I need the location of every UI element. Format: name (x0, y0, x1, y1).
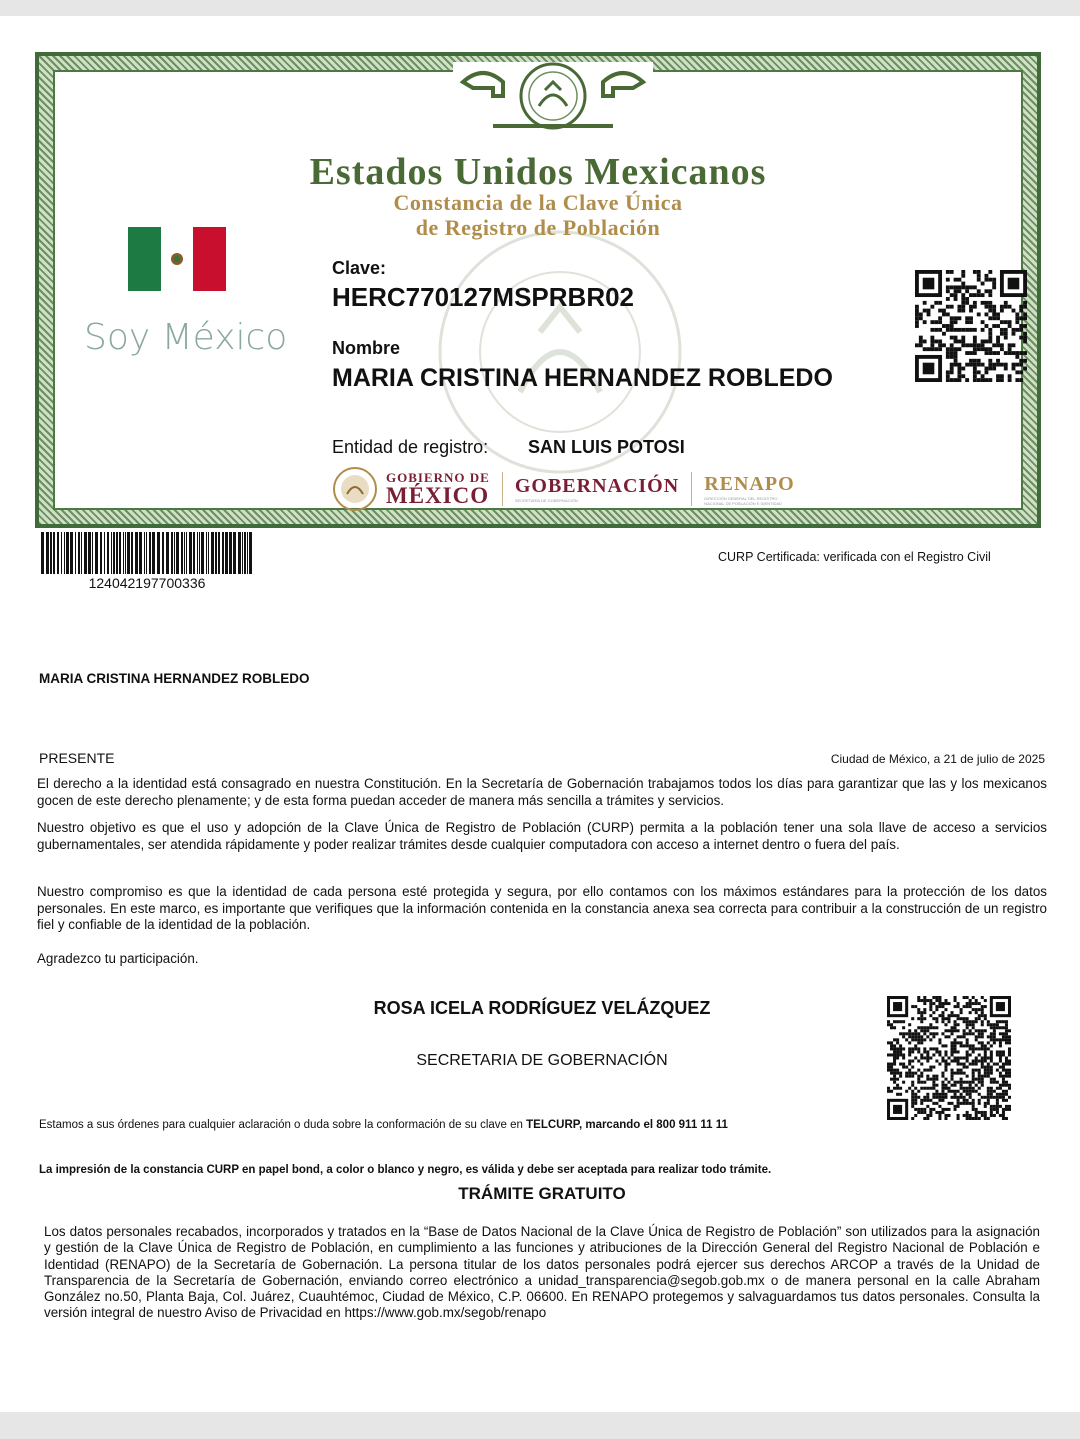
signature-qr-code (887, 996, 1011, 1125)
soy-mexico-logo: Soy México (84, 317, 288, 358)
validity-note: La impresión de la constancia CURP en papel bond, a color o blanco y negro, es válida y debe ser aceptada para realizar todo trámite. (39, 1164, 772, 1176)
barcode-number: 124042197700336 (88, 575, 206, 591)
certificate-inner-panel (53, 70, 1023, 510)
document-title-line1: Constancia de la Clave Única (393, 190, 683, 215)
curp-certificate (35, 52, 1041, 528)
letter-paragraph-3: Nuestro compromiso es que la identidad de cada persona esté protegida y segura, por ello contamos con los máximos estándares para la protección de los datos personales. En este marco, es importante que verifiques que la información contenida en la constancia anexa sea correcta para contribuir a la construcción de un registro fiel y confiable de la identidad de la población. (37, 884, 1047, 932)
entidad-value: SAN LUIS POTOSI (528, 437, 685, 457)
gob-line2: MÉXICO (386, 483, 490, 508)
gobernacion-small: SECRETARÍA DE GOBERNACIÓN (514, 498, 578, 503)
privacy-notice: Los datos personales recabados, incorporados y tratados en la “Base de Datos Nacional de la Clave Única de Registro de Población” son utilizados para la asignación y gestión de la Clave Única de Registro de Población, en cumplimiento a las funciones y atribuciones de la Dirección General del Registro Nacional de Población e Identidad (RENAPO) de la Secretaría de Gobernación. La persona titular de los datos personales podrá ejercer sus derechos ARCOP a través de la Unidad de Transparencia de la Secretaría de Gobernación, enviando correo electrónico a unidad_transparencia@segob.gob.mx o de manera personal en la calle Abraham González no.50, Planta Baja, Col. Juárez, Cuauhtémoc, Ciudad de México, C.P. 06600. En RENAPO protegemos y salvaguardamos tus datos personales. Consulta la versión integral de nuestro Aviso de Privacidad en https://www.gob.mx/segob/renapo (44, 1224, 1040, 1321)
signer-position: SECRETARIA DE GOBERNACIÓN (416, 1052, 668, 1069)
barcode (41, 532, 253, 574)
contact-line (39, 1119, 728, 1131)
gob-seal-icon (332, 466, 378, 512)
nombre-label: Nombre (332, 338, 401, 358)
government-logos (332, 465, 796, 513)
letter-presente: PRESENTE (39, 750, 115, 766)
letter-paragraph-2: Nuestro objetivo es que el uso y adopción de la Clave Única de Registro de Población (CURP) permita a la población tener una sola llave de acceso a servicios gubernamentales, ser atendida rápidamente y poder realizar trámites desde cualquier computadora con acceso a internet dentro o fuera del país. (37, 820, 1047, 852)
country-title: Estados Unidos Mexicanos (309, 151, 767, 193)
national-coat-of-arms-crest (453, 62, 653, 134)
gobierno-de-mexico-logo (332, 466, 490, 512)
nombre-value: MARIA CRISTINA HERNANDEZ ROBLEDO (332, 364, 833, 392)
document-title-line2: de Registro de Población (415, 215, 661, 240)
telcurp-phone: TELCURP, marcando el 800 911 11 11 (526, 1119, 728, 1131)
entidad-label: Entidad de registro: (332, 437, 489, 457)
letter-paragraph-4: Agradezco tu participación. (37, 951, 199, 966)
mexico-flag-icon (128, 227, 226, 291)
renapo-small: DIRECCIÓN GENERAL DEL REGISTRO NACIONAL DE POBLACIÓN E IDENTIDAD (704, 495, 783, 506)
document-page (0, 16, 1080, 1412)
clave-value: HERC770127MSPRBR02 (332, 282, 635, 312)
logo-divider (691, 472, 692, 506)
gob-line1: GOBIERNO DE (386, 470, 490, 485)
curp-qr-code (915, 270, 1027, 387)
letter-paragraph-1: El derecho a la identidad está consagrado en nuestra Constitución. En la Secretaría de Gobernación trabajamos todos los días para garantizar que las y los mexicanos gocen de este derecho plenamente; y de esta forma puedan acceder de manera más sencilla a trámites y servicios. (37, 776, 1047, 808)
letter-addressee: MARIA CRISTINA HERNANDEZ ROBLEDO (39, 671, 310, 686)
clave-label: Clave: (332, 258, 387, 278)
gobernacion-logo (515, 475, 679, 503)
logo-divider (502, 472, 503, 506)
tramite-gratuito: TRÁMITE GRATUITO (458, 1184, 626, 1203)
letter-date: Ciudad de México, a 21 de julio de 2025 (830, 752, 1045, 766)
curp-certified-note: CURP Certificada: verificada con el Registro Civil (718, 550, 991, 564)
contact-text: Estamos a sus órdenes para cualquier aclaración o duda sobre la conformación de su clave en (39, 1119, 527, 1131)
gobernacion-text: GOBERNACIÓN (514, 475, 680, 497)
renapo-text: RENAPO (704, 472, 795, 495)
signer-name: ROSA ICELA RODRÍGUEZ VELÁZQUEZ (373, 998, 711, 1018)
renapo-logo (704, 473, 796, 506)
